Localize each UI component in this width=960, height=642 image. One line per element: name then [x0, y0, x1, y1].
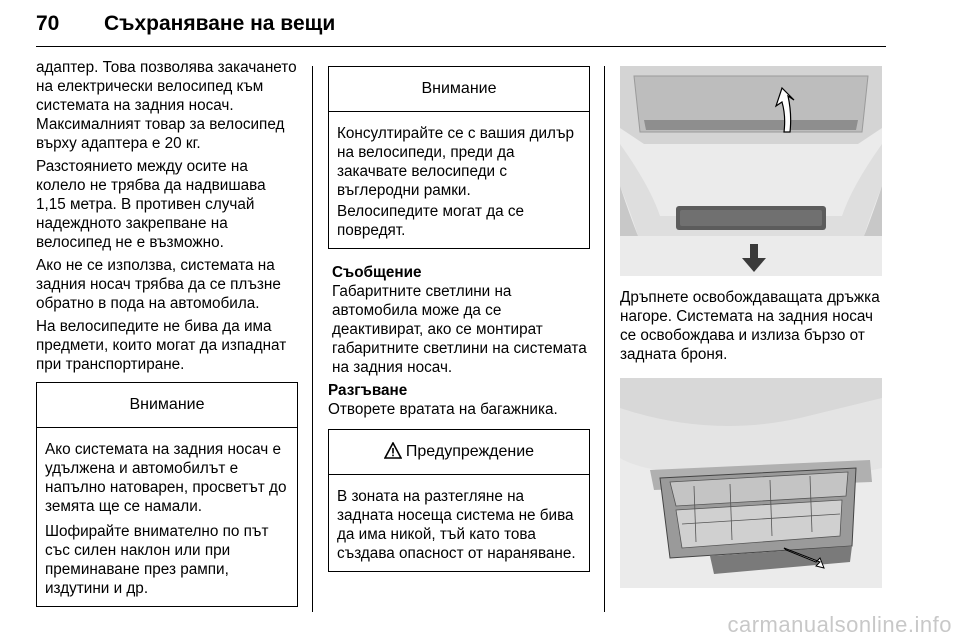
section-heading: Разгъване	[328, 382, 408, 399]
caution-text: Велосипедите могат да се повредят.	[337, 203, 525, 239]
figure-release-handle	[620, 66, 882, 276]
message-heading: Съобщение	[332, 264, 422, 281]
figure-extended-carrier	[620, 378, 882, 588]
paragraph: Разстоянието между осите на колело не трябва да надвишава 1,15 метра. В противен случай надеждното закрепване на велосипед не е възможно.	[36, 158, 266, 251]
paragraph: Ако не се използва, системата на задния носач трябва да се плъзне обратно в пода на автомобила.	[36, 257, 281, 312]
message-block	[328, 263, 590, 377]
column-right	[620, 66, 882, 588]
caution-title: Внимание	[329, 67, 589, 112]
warning-text: В зоната на разтегляне на задната носеща система не бива да има никой, тъй като това създава опасност от нараняване.	[337, 488, 576, 562]
paragraph: адаптер. Това позволява закачането на електрически велосипед към системата на задния носач. Максималният товар за велосипед върху адаптера е 20 кг.	[36, 59, 297, 152]
warning-triangle-icon	[384, 433, 402, 477]
page-title: Съхраняване на вещи	[104, 12, 336, 35]
figure-caption: Дръпнете освобождаващата дръжка нагоре. Системата на задния носач се освобождава и излиза бързо от задната броня.	[620, 289, 880, 363]
rear-bumper-illustration	[620, 66, 882, 276]
paragraph: На велосипедите не бива да има предмети, които могат да изпаднат при транспортиране.	[36, 318, 287, 373]
watermark: carmanualsonline.info	[727, 612, 952, 637]
caution-text: Ако системата на задния носач е удължена и автомобилът е напълно натоварен, просветът до земята ще се намали.	[45, 441, 287, 515]
page-number: 70	[36, 12, 60, 35]
warning-title: Предупреждение	[405, 443, 535, 460]
caution-box	[328, 66, 590, 249]
column-middle	[328, 58, 590, 572]
caution-text: Консултирайте се с вашия дилър на велосипеди, преди да закачвате велосипеди с въглеродни рамки.	[337, 125, 575, 199]
warning-header	[329, 430, 589, 475]
column-divider	[604, 66, 605, 612]
warning-box	[328, 429, 590, 572]
extended-carrier-illustration	[620, 378, 882, 588]
caution-text: Шофирайте внимателно по път със силен наклон или при преминаване през рампи, издутини и др.	[45, 523, 269, 597]
page-header	[36, 6, 886, 47]
section-text: Отворете вратата на багажника.	[328, 401, 558, 418]
column-left	[36, 58, 298, 607]
caution-box	[36, 382, 298, 607]
message-text: Габаритните светлини на автомобила може да се деактивират, ако се монтират габаритните светлини на системата на задния носач.	[332, 283, 587, 376]
caution-title: Внимание	[37, 383, 297, 428]
column-divider	[312, 66, 313, 612]
